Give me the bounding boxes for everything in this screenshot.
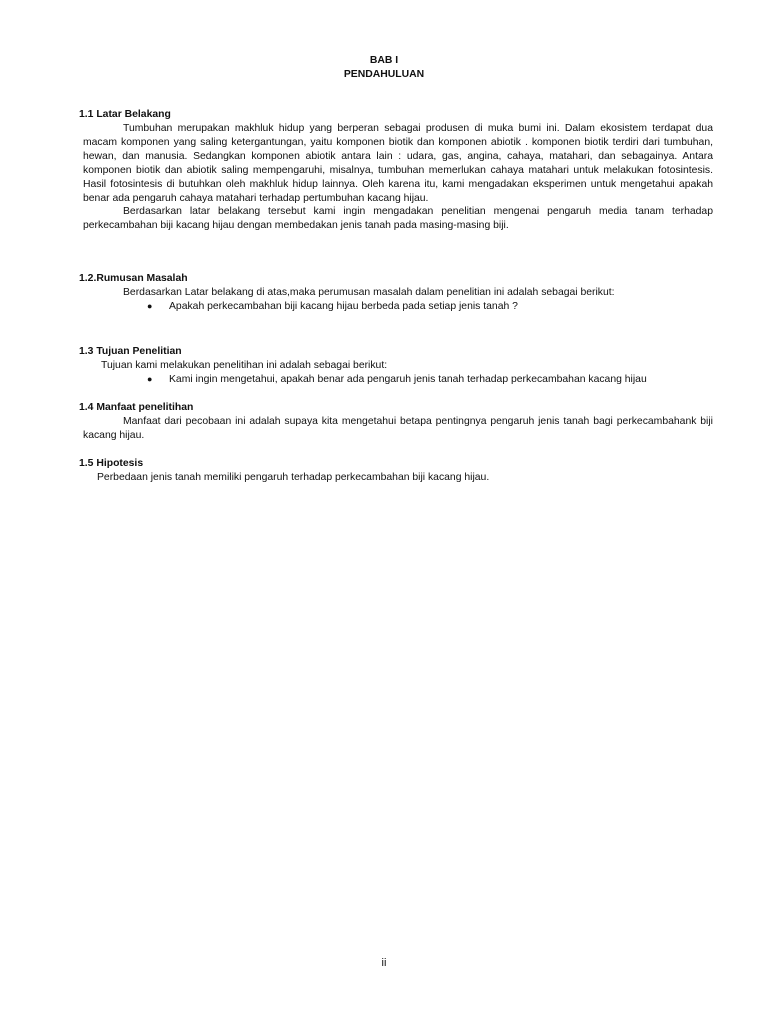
list-item-text: Apakah perkecambahan biji kacang hijau berbeda pada setiap jenis tanah ? bbox=[169, 300, 518, 312]
chapter-number: BAB I bbox=[369, 55, 399, 66]
list-item-text: Kami ingin mengetahui, apakah benar ada pengaruh jenis tanah terhadap perkecambahan kacang hijau bbox=[169, 373, 647, 385]
list-item bbox=[79, 373, 713, 387]
section-hipotesis bbox=[79, 457, 713, 485]
section-heading: 1.3 Tujuan Penelitian bbox=[79, 346, 182, 357]
section-heading: 1.2.Rumusan Masalah bbox=[79, 273, 188, 284]
section-heading: 1.4 Manfaat penelitihan bbox=[79, 402, 194, 413]
section-rumusan-masalah bbox=[79, 272, 713, 314]
chapter-title: PENDAHULUAN bbox=[343, 69, 425, 80]
paragraph bbox=[79, 205, 713, 233]
section-heading: 1.1 Latar Belakang bbox=[79, 109, 171, 120]
section-tujuan-penelitian bbox=[79, 345, 713, 387]
section-manfaat-penelitihan bbox=[79, 401, 713, 443]
list-item bbox=[79, 300, 713, 314]
paragraph-text: Perbedaan jenis tanah memiliki pengaruh terhadap perkecambahan biji kacang hijau. bbox=[97, 472, 490, 483]
paragraph bbox=[79, 415, 713, 443]
paragraph-text: Manfaat dari pecobaan ini adalah supaya kita mengetahui betapa pentingnya pengaruh jenis tanah bagi perkecambahank biji kacang hijau. bbox=[83, 416, 713, 441]
paragraph-text: Berdasarkan latar belakang tersebut kami ingin mengadakan penelitian mengenai pengaruh media tanam terhadap perkecambahan biji kacang hijau dengan membedakan jenis tanah pada masing-masing biji. bbox=[83, 206, 713, 232]
section-heading: 1.5 Hipotesis bbox=[79, 458, 144, 469]
bullet-icon: ● bbox=[147, 373, 153, 384]
section-intro: Berdasarkan Latar belakang di atas,maka perumusan masalah dalam penelitian ini adalah sebagai berikut: bbox=[123, 287, 615, 298]
section-intro: Tujuan kami melakukan penelitihan ini adalah sebagai berikut: bbox=[101, 360, 388, 371]
bullet-icon: ● bbox=[147, 300, 153, 311]
section-latar-belakang bbox=[79, 108, 713, 233]
page-number: ii bbox=[381, 957, 387, 969]
paragraph-text: Tumbuhan merupakan makhluk hidup yang berperan sebagai produsen di muka bumi ini. Dalam ekosistem terdapat dua macam komponen yang saling ketergantungan, yaitu komponen biotik dan komponen abiotik . komponen biotik terdiri dari tumbuhan, hewan, dan manusia. Sedangkan komponen abiotik antara lain : udara, gas, angina, cahaya, matahari, dan sebagainya. Antara komponen biotik dan abiotik saling mempengaruhi, misalnya, tumbuhan memerlukan cahaya matahari untuk melakukan fotosintesis. Hasil fotosintesis di butuhkan oleh makhluk hidup lainnya. Oleh karena itu, kami mengadakan eksperimen untuk mengetahui apakah benar ada pengaruh cahaya matahari terhadap pertumbuhan kacang hijau. bbox=[83, 123, 713, 204]
paragraph bbox=[79, 122, 713, 205]
